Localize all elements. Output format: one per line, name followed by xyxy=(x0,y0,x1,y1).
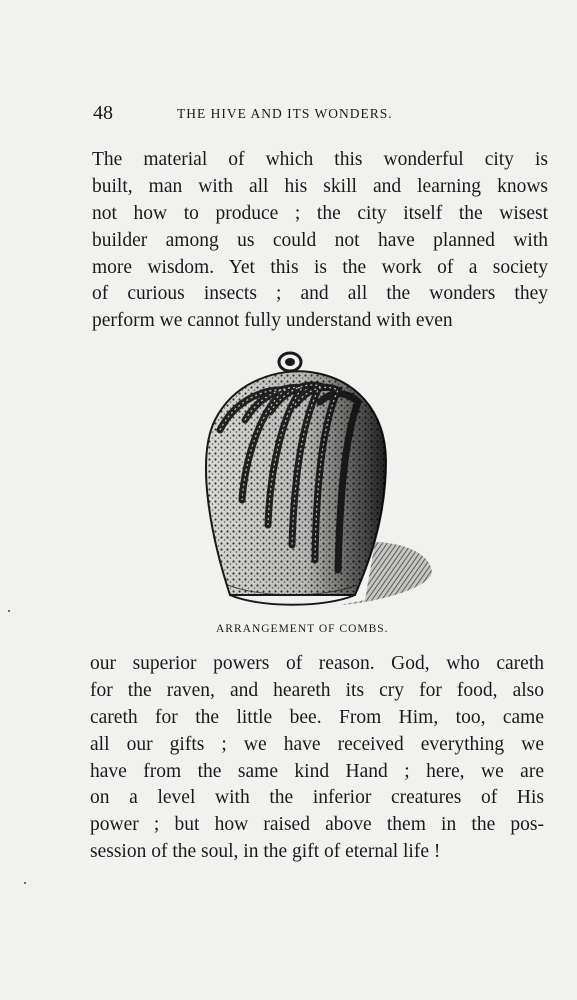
text-line: builder among us could not have planned with xyxy=(92,229,548,251)
beehive-engraving-icon xyxy=(190,350,440,620)
figure-caption: ARRANGEMENT OF COMBS. xyxy=(216,623,389,635)
paper-speck xyxy=(24,882,26,884)
paragraph-2 xyxy=(90,651,544,866)
beehive-illustration xyxy=(190,350,440,620)
text-line: The material of which this wonderful city is xyxy=(92,149,548,170)
text-line: more wisdom. Yet this is the work of a society xyxy=(92,256,548,278)
paper-speck xyxy=(8,610,10,612)
text-line: all our gifts ; we have received everything we xyxy=(90,733,544,755)
text-line: of curious insects ; and all the wonders they xyxy=(92,283,548,305)
text-line: session of the soul, in the gift of eternal life ! xyxy=(90,841,441,863)
page-number: 48 xyxy=(93,102,113,124)
page-header xyxy=(93,102,469,128)
text-line: our superior powers of reason. God, who careth xyxy=(90,653,544,674)
text-line: built, man with all his skill and learning knows xyxy=(92,175,548,197)
running-head: THE HIVE AND ITS WONDERS. xyxy=(177,106,393,121)
text-line: power ; but how raised above them in the pos- xyxy=(90,814,544,836)
text-line: for the raven, and heareth its cry for food, also xyxy=(90,679,544,701)
paragraph-1 xyxy=(92,147,548,335)
text-line: on a level with the inferior creatures of His xyxy=(90,787,544,809)
text-line: have from the same kind Hand ; here, we are xyxy=(90,760,544,782)
text-line: careth for the little bee. From Him, too, came xyxy=(90,706,544,728)
text-line: not how to produce ; the city itself the wisest xyxy=(92,202,548,224)
text-line: perform we cannot fully understand with even xyxy=(92,310,453,332)
